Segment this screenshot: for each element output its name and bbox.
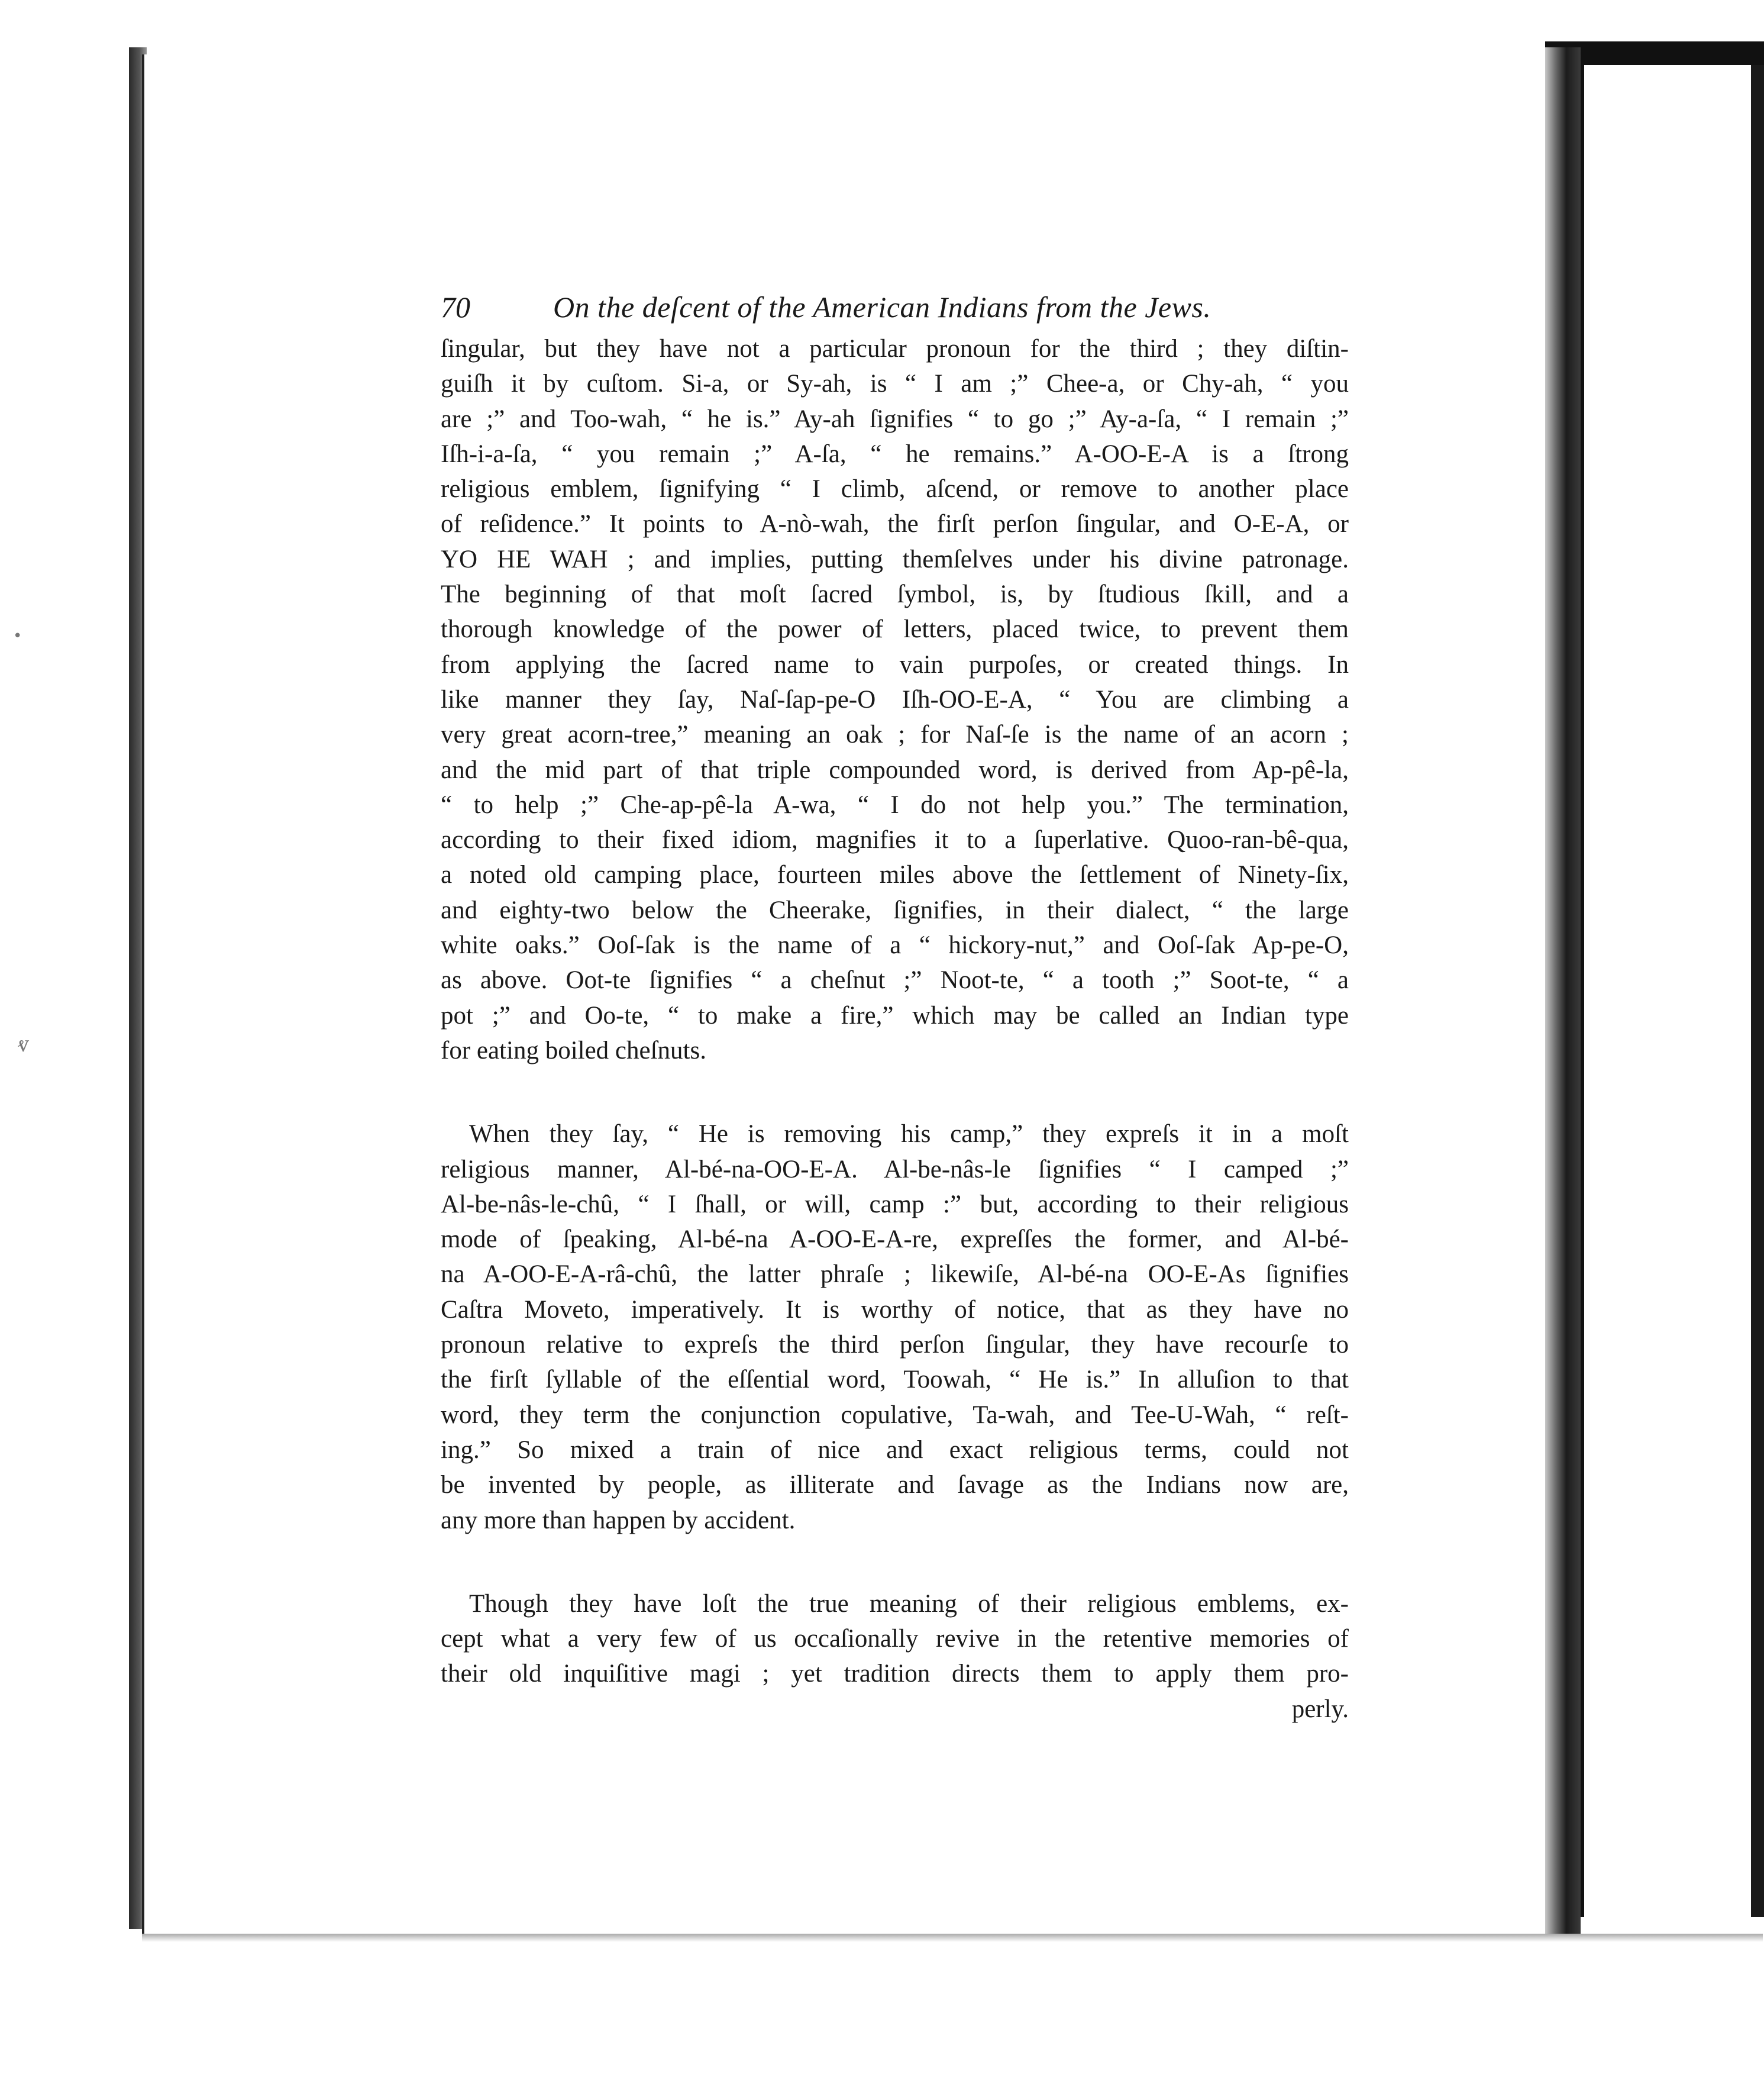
paragraph-gap xyxy=(441,1538,1349,1586)
text-line: ſingular, but they have not a particular pronoun for the third ; they diſtin- xyxy=(441,335,1349,363)
text-line: Iſh-i-a-ſa, “ you remain ;” A-ſa, “ he remains.” A-OO-E-A is a ſtrong xyxy=(441,440,1349,468)
text-line: of reſidence.” It points to A-nò-wah, the firſt perſon ſingular, and O-E-A, or xyxy=(441,510,1349,538)
running-head xyxy=(441,284,1349,331)
text-line: for eating boiled cheſnuts. xyxy=(441,1036,706,1064)
text-line: The beginning of that moſt ſacred ſymbol, is, by ſtudious ſkill, and a xyxy=(441,580,1349,609)
next-page-edge-shadow xyxy=(1751,65,1764,1917)
paragraph-gap xyxy=(441,1068,1349,1117)
text-line: word, they term the conjunction copulative, Ta-wah, and Tee-U-Wah, “ reſt- xyxy=(441,1401,1349,1429)
text-line: thorough knowledge of the power of letters, placed twice, to prevent them xyxy=(441,615,1349,644)
text-line: the firſt ſyllable of the eſſential word, Toowah, “ He is.” In alluſion to that xyxy=(441,1366,1349,1394)
next-page-strip xyxy=(1581,65,1756,1917)
text-line: Caſtra Moveto, imperatively. It is worthy of notice, that as they have no xyxy=(441,1295,1349,1324)
text-line: from applying the ſacred name to vain purpoſes, or created things. In xyxy=(441,650,1349,679)
text-line: be invented by people, as illiterate and ſavage as the Indians now are, xyxy=(441,1471,1349,1499)
paragraph-2 xyxy=(441,1117,1349,1538)
text-line: pot ;” and Oo-te, “ to make a fire,” which may be called an Indian type xyxy=(441,1001,1349,1030)
text-line: a noted old camping place, fourteen miles above the ſettlement of Ninety-ſix, xyxy=(441,861,1349,889)
text-line: Al-be-nâs-le-chû, “ I ſhall, or will, camp :” but, according to their religious xyxy=(441,1190,1349,1218)
text-line: “ to help ;” Che-ap-pê-la A-wa, “ I do not help you.” The termination, xyxy=(441,791,1349,819)
text-line: na A-OO-E-A-râ-chû, the latter phraſe ; likewiſe, Al-bé-na OO-E-As ſignifies xyxy=(441,1260,1349,1289)
paragraph-3 xyxy=(441,1586,1349,1727)
text-line: guiſh it by cuſtom. Si-a, or Sy-ah, is “ I am ;” Chee-a, or Chy-ah, “ you xyxy=(441,370,1349,398)
text-line: white oaks.” Ooſ-ſak is the name of a “ hickory-nut,” and Ooſ-ſak Ap-pe-O, xyxy=(441,931,1349,960)
text-line: pronoun relative to expreſs the third perſon ſingular, they have recourſe to xyxy=(441,1331,1349,1359)
page-bottom-edge xyxy=(142,1934,1763,1942)
text-line: their old inquiſitive magi ; yet tradition directs them to apply them pro- xyxy=(441,1660,1349,1688)
text-line: ing.” So mixed a train of nice and exact religious terms, could not xyxy=(441,1435,1349,1464)
text-line: according to their fixed idiom, magnifies it to a ſuperlative. Quoo-ran-bê-qua, xyxy=(441,826,1349,854)
text-line: cept what a very few of us occaſionally revive in the retentive memories of xyxy=(441,1625,1349,1653)
text-line: like manner they ſay, Naſ-ſap-pe-O Iſh-OO-E-A, “ You are climbing a xyxy=(441,685,1349,714)
paragraph-1 xyxy=(441,331,1349,1068)
text-line: and eighty-two below the Cheerake, ſignifies, in their dialect, “ the large xyxy=(441,896,1349,924)
text-line: as above. Oot-te ſignifies “ a cheſnut ;” Noot-te, “ a tooth ;” Soot-te, “ a xyxy=(441,966,1349,995)
text-line: are ;” and Too-wah, “ he is.” Ay-ah ſignifies “ to go ;” Ay-a-ſa, “ I remain ;” xyxy=(441,405,1349,433)
running-title: On the deſcent of the American Indians from the Jews. xyxy=(553,291,1211,324)
text-line: very great acorn-tree,” meaning an oak ; for Naſ-ſe is the name of an acorn ; xyxy=(441,721,1349,749)
margin-speck: • xyxy=(13,627,22,645)
book-gutter xyxy=(1545,47,1581,1935)
margin-speck: ⱴ xyxy=(18,1030,29,1057)
text-line: any more than happen by accident. xyxy=(441,1506,796,1534)
text-line: Though they have loſt the true meaning of their religious emblems, ex- xyxy=(469,1589,1349,1618)
text-line: and the mid part of that triple compounded word, is derived from Ap-pê-la, xyxy=(441,756,1349,784)
text-line: mode of ſpeaking, Al-bé-na A-OO-E-A-re, expreſſes the former, and Al-bé- xyxy=(441,1225,1349,1254)
text-line: When they ſay, “ He is removing his camp,” they expreſs it in a moſt xyxy=(469,1120,1349,1148)
text-line: perly. xyxy=(1291,1695,1349,1723)
text-line: religious manner, Al-bé-na-OO-E-A. Al-be-nâs-le ſignifies “ I camped ;” xyxy=(441,1155,1349,1183)
text-line: YO HE WAH ; and implies, putting themſelves under his divine patronage. xyxy=(441,545,1349,573)
page-number: 70 xyxy=(441,291,470,324)
text-block xyxy=(441,284,1349,1727)
text-line: religious emblem, ſignifying “ I climb, aſcend, or remove to another place xyxy=(441,475,1349,504)
